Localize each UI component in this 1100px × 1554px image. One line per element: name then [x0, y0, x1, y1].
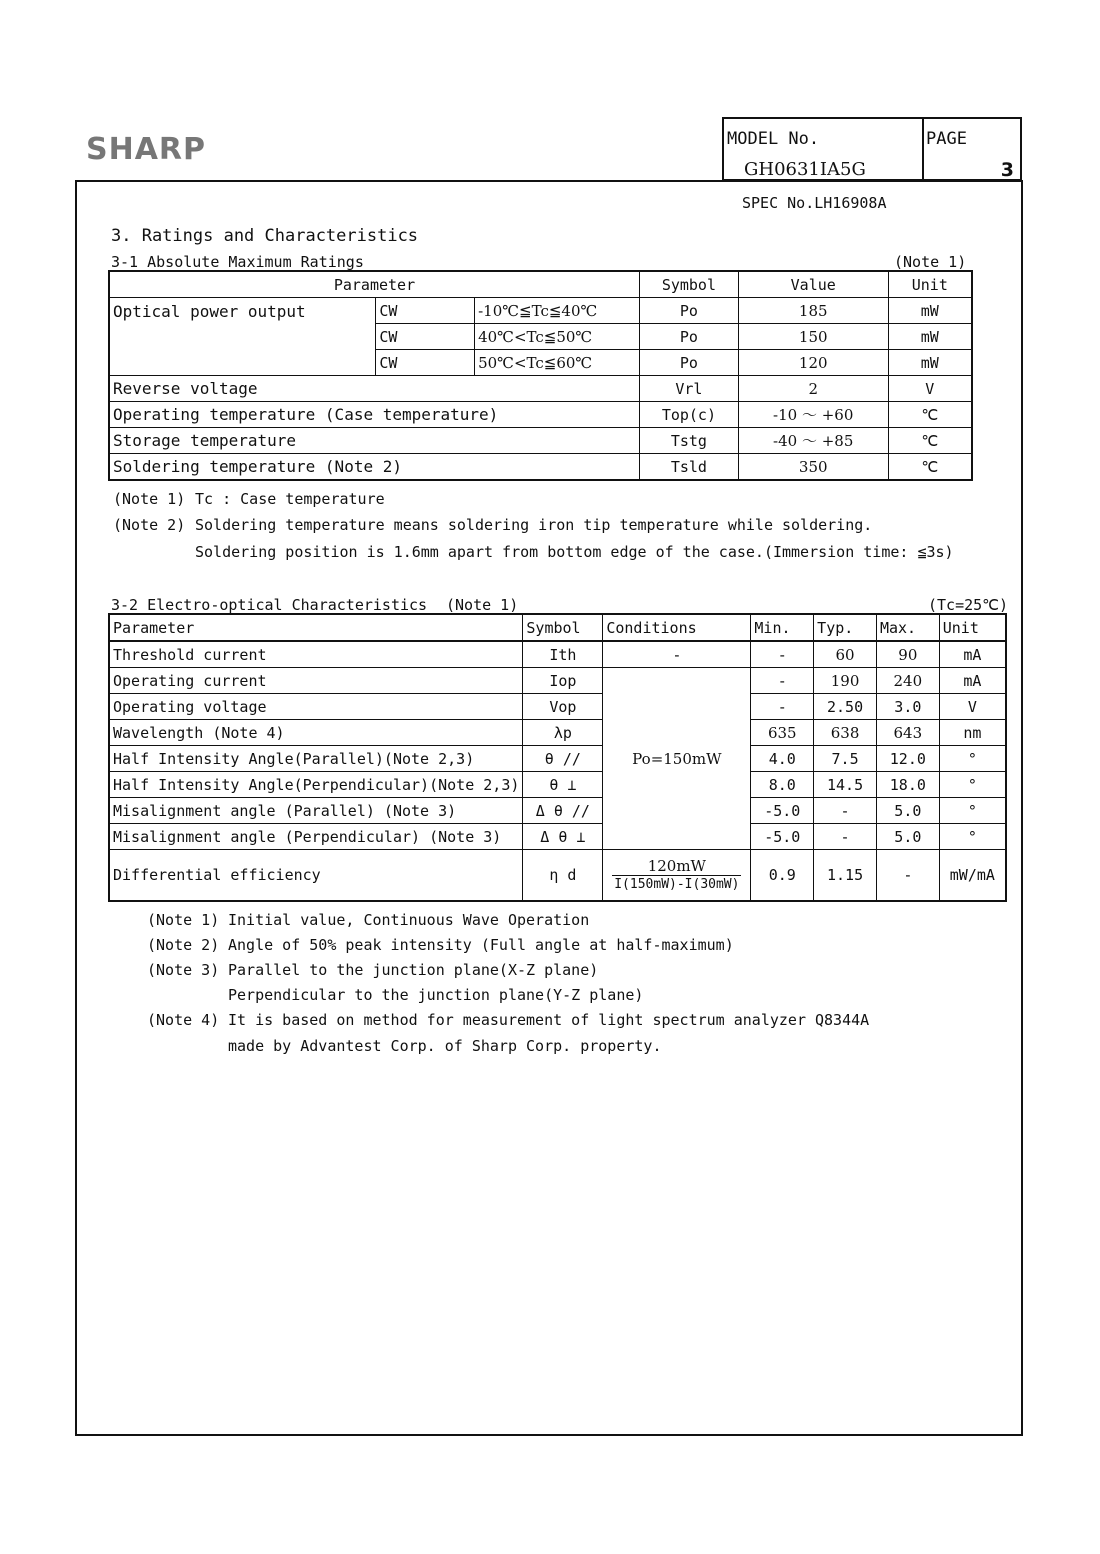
condition-cell: 50℃<Tc≦60℃ [475, 350, 640, 376]
min-cell: 4.0 [751, 746, 814, 772]
eoc-note-4b-text: made by Advantest Corp. of Sharp Corp. property. [228, 1037, 662, 1055]
symbol-cell: Top(c) [639, 402, 738, 428]
sharp-logo: SHARP [86, 132, 207, 167]
eoc-note-4-tag: (Note 4) [147, 1011, 220, 1029]
eoc-note-2-tag: (Note 2) [147, 936, 220, 954]
max-cell: 5.0 [876, 798, 939, 824]
table-row [109, 694, 1006, 720]
max-cell: 90 [876, 641, 939, 668]
amr-note-2-tag: (Note 2) [113, 516, 186, 534]
unit-cell: ℃ [888, 454, 972, 481]
typ-cell: 190 [814, 668, 877, 694]
parameter-cell: Wavelength (Note 4) [109, 720, 523, 746]
table-header-row [109, 271, 972, 298]
table-row [109, 641, 1006, 668]
table-row [109, 376, 972, 402]
typ-cell: 1.15 [814, 850, 877, 902]
eoc-note-3-text: Parallel to the junction plane(X-Z plane) [228, 961, 599, 979]
max-cell: 18.0 [876, 772, 939, 798]
unit-cell: mA [939, 641, 1006, 668]
unit-cell: mW/mA [939, 850, 1006, 902]
table-row [109, 746, 1006, 772]
symbol-cell: Iop [523, 668, 603, 694]
typ-cell: 7.5 [814, 746, 877, 772]
min-cell: - [751, 641, 814, 668]
typ-cell: - [814, 798, 877, 824]
mode-cell: CW [376, 324, 475, 350]
header-max: Max. [876, 614, 939, 641]
max-cell: 5.0 [876, 824, 939, 850]
condition-cell: 40℃<Tc≦50℃ [475, 324, 640, 350]
table-row [109, 720, 1006, 746]
mode-cell: CW [376, 298, 475, 324]
amr-note-2-text: Soldering temperature means soldering iron tip temperature while soldering. [195, 516, 873, 534]
page-label: PAGE [926, 129, 967, 149]
unit-cell: ° [939, 772, 1006, 798]
value-cell: 120 [738, 350, 888, 376]
amr-note-2b-text: Soldering position is 1.6mm apart from bottom edge of the case.(Immersion time: ≦3s) [195, 543, 954, 561]
header-symbol: Symbol [523, 614, 603, 641]
symbol-cell: Tsld [639, 454, 738, 481]
efficiency-formula [603, 850, 751, 902]
header-parameter: Parameter [109, 271, 639, 298]
unit-cell: V [888, 376, 972, 402]
parameter-cell: Soldering temperature (Note 2) [109, 454, 639, 481]
parameter-cell: Differential efficiency [109, 850, 523, 902]
amr-title: 3-1 Absolute Maximum Ratings [111, 253, 364, 271]
parameter-cell: Operating temperature (Case temperature) [109, 402, 639, 428]
header-conditions: Conditions [603, 614, 751, 641]
table-row [109, 668, 1006, 694]
formula-fraction [612, 858, 741, 893]
unit-cell: mW [888, 350, 972, 376]
unit-cell: mA [939, 668, 1006, 694]
max-cell: - [876, 850, 939, 902]
spec-number: SPEC No.LH16908A [742, 194, 887, 212]
header-min: Min. [751, 614, 814, 641]
eoc-note: (Note 1) [446, 596, 519, 614]
table-row [109, 298, 972, 324]
header-typ: Typ. [814, 614, 877, 641]
symbol-cell: Po [639, 324, 738, 350]
unit-cell: V [939, 694, 1006, 720]
typ-cell: 2.50 [814, 694, 877, 720]
header-divider [922, 119, 924, 179]
optical-power-label: Optical power output [109, 298, 376, 376]
typ-cell: - [814, 824, 877, 850]
parameter-cell: Threshold current [109, 641, 523, 668]
table-row [109, 824, 1006, 850]
symbol-cell: Po [639, 298, 738, 324]
symbol-cell: Δ θ ⊥ [523, 824, 603, 850]
amr-note-1-text: Tc : Case temperature [195, 490, 385, 508]
min-cell: -5.0 [751, 798, 814, 824]
unit-cell: ℃ [888, 428, 972, 454]
value-cell: 2 [738, 376, 888, 402]
symbol-cell: θ // [523, 746, 603, 772]
eoc-title: 3-2 Electro-optical Characteristics [111, 596, 428, 614]
model-label: MODEL No. [727, 129, 820, 149]
eoc-note-1-text: Initial value, Continuous Wave Operation [228, 911, 590, 929]
model-number: GH0631IA5G [744, 159, 866, 180]
value-cell: -40 ～ +85 [738, 428, 888, 454]
table-row [109, 428, 972, 454]
mode-cell: CW [376, 350, 475, 376]
typ-cell: 638 [814, 720, 877, 746]
amr-note-1-tag: (Note 1) [113, 490, 186, 508]
symbol-cell: Δ θ // [523, 798, 603, 824]
parameter-cell: Misalignment angle (Perpendicular) (Note 3) [109, 824, 523, 850]
header-parameter: Parameter [109, 614, 523, 641]
value-cell: 350 [738, 454, 888, 481]
unit-cell: nm [939, 720, 1006, 746]
eoc-note-1-tag: (Note 1) [147, 911, 220, 929]
table-row [109, 772, 1006, 798]
max-cell: 240 [876, 668, 939, 694]
header-unit: Unit [888, 271, 972, 298]
absolute-max-ratings-table [108, 270, 973, 481]
eoc-note-2-text: Angle of 50% peak intensity (Full angle at half-maximum) [228, 936, 734, 954]
formula-denominator: I(150mW)-I(30mW) [614, 876, 740, 892]
table-row [109, 850, 1006, 902]
table-row [109, 798, 1006, 824]
min-cell: -5.0 [751, 824, 814, 850]
condition-cell: - [603, 641, 751, 668]
header-unit: Unit [939, 614, 1006, 641]
unit-cell: ° [939, 824, 1006, 850]
min-cell: - [751, 668, 814, 694]
symbol-cell: θ ⊥ [523, 772, 603, 798]
electro-optical-table [108, 613, 1007, 902]
min-cell: 0.9 [751, 850, 814, 902]
max-cell: 3.0 [876, 694, 939, 720]
parameter-cell: Operating current [109, 668, 523, 694]
value-cell: 185 [738, 298, 888, 324]
eoc-note-3-tag: (Note 3) [147, 961, 220, 979]
unit-cell: ° [939, 798, 1006, 824]
typ-cell: 60 [814, 641, 877, 668]
amr-note: (Note 1) [894, 253, 967, 271]
table-row [109, 402, 972, 428]
condition-cell: -10℃≦Tc≦40℃ [475, 298, 640, 324]
formula-numerator: 120mW [612, 858, 741, 876]
eoc-note-3b-text: Perpendicular to the junction plane(Y-Z plane) [228, 986, 644, 1004]
value-cell: -10 ～ +60 [738, 402, 888, 428]
unit-cell: mW [888, 298, 972, 324]
min-cell: 635 [751, 720, 814, 746]
shared-condition-cell: Po=150mW [603, 668, 751, 850]
symbol-cell: η d [523, 850, 603, 902]
page-number: 3 [1000, 159, 1014, 181]
max-cell: 643 [876, 720, 939, 746]
unit-cell: mW [888, 324, 972, 350]
typ-cell: 14.5 [814, 772, 877, 798]
unit-cell: ℃ [888, 402, 972, 428]
header-value: Value [738, 271, 888, 298]
parameter-cell: Operating voltage [109, 694, 523, 720]
max-cell: 12.0 [876, 746, 939, 772]
parameter-cell: Half Intensity Angle(Perpendicular)(Note 2,3) [109, 772, 523, 798]
symbol-cell: Vop [523, 694, 603, 720]
value-cell: 150 [738, 324, 888, 350]
min-cell: 8.0 [751, 772, 814, 798]
header-symbol: Symbol [639, 271, 738, 298]
unit-cell: ° [939, 746, 1006, 772]
parameter-cell: Misalignment angle (Parallel) (Note 3) [109, 798, 523, 824]
header-info-box [722, 117, 1022, 181]
symbol-cell: Po [639, 350, 738, 376]
table-header-row [109, 614, 1006, 641]
parameter-cell: Storage temperature [109, 428, 639, 454]
eoc-note-4-text: It is based on method for measurement of light spectrum analyzer Q8344A [228, 1011, 870, 1029]
table-row [109, 454, 972, 481]
symbol-cell: Vrl [639, 376, 738, 402]
symbol-cell: λp [523, 720, 603, 746]
parameter-cell: Reverse voltage [109, 376, 639, 402]
symbol-cell: Tstg [639, 428, 738, 454]
min-cell: - [751, 694, 814, 720]
section-title: 3. Ratings and Characteristics [111, 226, 419, 246]
parameter-cell: Half Intensity Angle(Parallel)(Note 2,3) [109, 746, 523, 772]
symbol-cell: Ith [523, 641, 603, 668]
eoc-condition: (Tc=25℃) [928, 596, 1009, 614]
